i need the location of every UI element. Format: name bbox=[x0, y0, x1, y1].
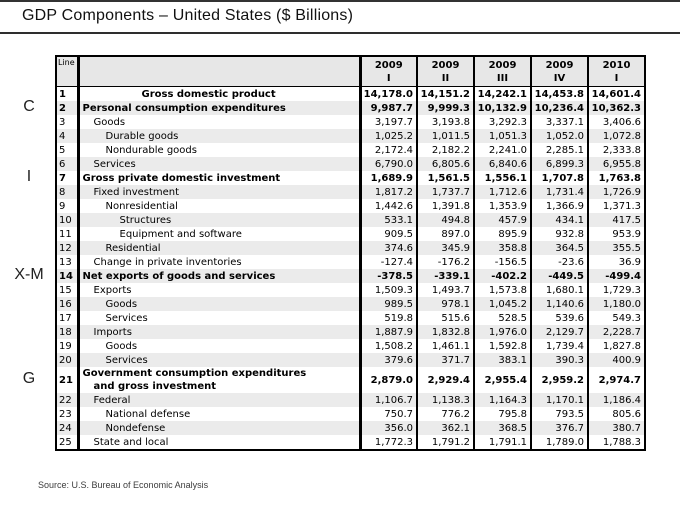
row-label-text: Goods bbox=[105, 340, 138, 352]
value-cell: 379.6 bbox=[384, 354, 413, 366]
line-number: 11 bbox=[56, 227, 78, 241]
value-cell: 3,292.3 bbox=[474, 115, 531, 129]
row-label-text: Structures bbox=[119, 214, 172, 226]
table-row bbox=[56, 213, 645, 227]
line-number: 25 bbox=[56, 435, 78, 450]
table-row bbox=[56, 101, 645, 115]
table-row bbox=[56, 129, 645, 143]
row-label-text: Fixed investment bbox=[93, 186, 180, 198]
row-label-text: Personal consumption expenditures bbox=[82, 102, 286, 114]
value-cell: 1,739.4 bbox=[531, 339, 588, 353]
value-cell: 1,817.2 bbox=[374, 186, 413, 198]
value-cell: -378.5 bbox=[377, 270, 413, 282]
value-cell: 1,556.1 bbox=[474, 171, 531, 185]
line-number: 17 bbox=[56, 311, 78, 325]
row-label-text: Services bbox=[93, 158, 136, 170]
margin-label-i: I bbox=[26, 168, 32, 185]
table-row bbox=[56, 87, 645, 102]
value-cell: 3,197.7 bbox=[374, 116, 413, 128]
value-cell: 1,106.7 bbox=[374, 394, 413, 406]
line-number: 2 bbox=[56, 101, 78, 115]
row-label bbox=[78, 325, 360, 339]
period-year: 2009 bbox=[431, 59, 460, 71]
table-row bbox=[56, 297, 645, 311]
row-label-text: Government consumption expenditures bbox=[82, 368, 307, 379]
label-column-header bbox=[78, 56, 360, 87]
value-cell: 1,689.9 bbox=[370, 172, 413, 184]
period-header bbox=[360, 56, 417, 87]
value-cell: 2,929.4 bbox=[417, 367, 474, 393]
row-label bbox=[78, 393, 360, 407]
value-cell: 6,899.3 bbox=[531, 157, 588, 171]
value-cell: 1,573.8 bbox=[474, 283, 531, 297]
value-cell: 1,072.8 bbox=[588, 129, 645, 143]
value-cell: 368.5 bbox=[474, 421, 531, 435]
period-quarter: II bbox=[441, 72, 450, 84]
table-row bbox=[56, 311, 645, 325]
value-cell: 1,561.5 bbox=[417, 171, 474, 185]
value-cell: 2,285.1 bbox=[531, 143, 588, 157]
value-cell: 9,999.3 bbox=[417, 101, 474, 115]
value-cell: 10,132.9 bbox=[474, 101, 531, 115]
value-cell: 1,025.2 bbox=[374, 130, 413, 142]
table-row bbox=[56, 241, 645, 255]
value-cell: 1,509.3 bbox=[374, 284, 413, 296]
value-cell: 9,987.7 bbox=[370, 102, 413, 114]
line-column-header: Line bbox=[56, 56, 78, 87]
value-cell: 2,333.8 bbox=[588, 143, 645, 157]
row-label bbox=[78, 101, 360, 115]
value-cell: 1,737.7 bbox=[417, 185, 474, 199]
row-label-text: State and local bbox=[93, 436, 169, 448]
line-number: 13 bbox=[56, 255, 78, 269]
source-note: Source: U.S. Bureau of Economic Analysis bbox=[38, 480, 209, 490]
value-cell: 1,680.1 bbox=[531, 283, 588, 297]
value-cell: 1,832.8 bbox=[417, 325, 474, 339]
value-cell: 3,337.1 bbox=[531, 115, 588, 129]
period-quarter: III bbox=[496, 72, 509, 84]
value-cell: 515.6 bbox=[417, 311, 474, 325]
value-cell: 932.8 bbox=[531, 227, 588, 241]
value-cell: 1,052.0 bbox=[531, 129, 588, 143]
line-number: 8 bbox=[56, 185, 78, 199]
value-cell: 1,508.2 bbox=[374, 340, 413, 352]
table-row bbox=[56, 255, 645, 269]
value-cell: 1,707.8 bbox=[531, 171, 588, 185]
top-border-line bbox=[0, 0, 680, 2]
table-row bbox=[56, 115, 645, 129]
row-label bbox=[78, 129, 360, 143]
row-label-text: Services bbox=[105, 312, 148, 324]
row-label bbox=[78, 157, 360, 171]
value-cell: -402.2 bbox=[474, 269, 531, 283]
row-label-text: Nondurable goods bbox=[105, 144, 197, 156]
row-label-text: Federal bbox=[93, 394, 131, 406]
row-label bbox=[78, 143, 360, 157]
period-quarter: IV bbox=[553, 72, 566, 84]
row-label-text: Goods bbox=[93, 116, 126, 128]
line-number: 16 bbox=[56, 297, 78, 311]
row-label bbox=[78, 353, 360, 367]
row-label bbox=[78, 421, 360, 435]
value-cell: 1,788.3 bbox=[588, 435, 645, 450]
table-row bbox=[56, 171, 645, 185]
period-year: 2009 bbox=[545, 59, 574, 71]
table-row bbox=[56, 199, 645, 213]
row-label bbox=[78, 199, 360, 213]
value-cell: 1,391.8 bbox=[417, 199, 474, 213]
row-label-text: Exports bbox=[93, 284, 132, 296]
row-label bbox=[78, 435, 360, 450]
title-rule bbox=[0, 32, 680, 34]
value-cell: 457.9 bbox=[474, 213, 531, 227]
value-cell: 376.7 bbox=[531, 421, 588, 435]
value-cell: 1,712.6 bbox=[474, 185, 531, 199]
value-cell: 2,182.2 bbox=[417, 143, 474, 157]
value-cell: 1,461.1 bbox=[417, 339, 474, 353]
value-cell: 795.8 bbox=[474, 407, 531, 421]
line-number: 6 bbox=[56, 157, 78, 171]
row-label bbox=[78, 227, 360, 241]
table-row bbox=[56, 269, 645, 283]
value-cell: 6,840.6 bbox=[474, 157, 531, 171]
table-row bbox=[56, 367, 645, 393]
period-year: 2009 bbox=[488, 59, 517, 71]
value-cell: 400.9 bbox=[588, 353, 645, 367]
row-label-text: Change in private inventories bbox=[93, 256, 242, 268]
row-label bbox=[78, 367, 360, 393]
row-label bbox=[78, 171, 360, 185]
value-cell: 14,178.0 bbox=[363, 88, 413, 100]
value-cell: -156.5 bbox=[474, 255, 531, 269]
value-cell: 2,172.4 bbox=[374, 144, 413, 156]
line-number: 7 bbox=[56, 171, 78, 185]
value-cell: 1,371.3 bbox=[588, 199, 645, 213]
value-cell: 494.8 bbox=[417, 213, 474, 227]
value-cell: 10,362.3 bbox=[588, 101, 645, 115]
row-label bbox=[78, 87, 360, 102]
value-cell: 1,353.9 bbox=[474, 199, 531, 213]
table-row bbox=[56, 407, 645, 421]
value-cell: 364.5 bbox=[531, 241, 588, 255]
row-label-text: Equipment and software bbox=[119, 228, 242, 240]
value-cell: 539.6 bbox=[531, 311, 588, 325]
period-header bbox=[417, 56, 474, 87]
value-cell: 14,453.8 bbox=[531, 87, 588, 102]
line-number: 10 bbox=[56, 213, 78, 227]
value-cell: 528.5 bbox=[474, 311, 531, 325]
value-cell: 793.5 bbox=[531, 407, 588, 421]
value-cell: 2,879.0 bbox=[370, 374, 413, 386]
period-header bbox=[588, 56, 645, 87]
value-cell: 434.1 bbox=[531, 213, 588, 227]
row-label-text: Gross private domestic investment bbox=[82, 172, 281, 184]
table-body bbox=[56, 87, 645, 451]
value-cell: 1,140.6 bbox=[531, 297, 588, 311]
value-cell: 3,406.6 bbox=[588, 115, 645, 129]
value-cell: 1,729.3 bbox=[588, 283, 645, 297]
row-label bbox=[78, 213, 360, 227]
value-cell: 549.3 bbox=[588, 311, 645, 325]
row-label-text: Services bbox=[105, 354, 148, 366]
page-title: GDP Components – United States ($ Billions) bbox=[22, 7, 354, 24]
line-number: 20 bbox=[56, 353, 78, 367]
line-number: 23 bbox=[56, 407, 78, 421]
line-number: 9 bbox=[56, 199, 78, 213]
row-label bbox=[78, 407, 360, 421]
value-cell: -339.1 bbox=[417, 269, 474, 283]
line-number: 19 bbox=[56, 339, 78, 353]
line-number: 1 bbox=[56, 87, 78, 102]
line-number: 14 bbox=[56, 269, 78, 283]
value-cell: 953.9 bbox=[588, 227, 645, 241]
row-label bbox=[78, 255, 360, 269]
row-label-text: Gross domestic product bbox=[141, 88, 276, 100]
value-cell: 750.7 bbox=[384, 408, 413, 420]
line-number: 3 bbox=[56, 115, 78, 129]
value-cell: 2,959.2 bbox=[531, 367, 588, 393]
table-row bbox=[56, 393, 645, 407]
row-label-text: Net exports of goods and services bbox=[82, 270, 276, 282]
value-cell: 6,955.8 bbox=[588, 157, 645, 171]
value-cell: -449.5 bbox=[531, 269, 588, 283]
value-cell: 1,180.0 bbox=[588, 297, 645, 311]
value-cell: 1,011.5 bbox=[417, 129, 474, 143]
value-cell: 1,789.0 bbox=[531, 435, 588, 450]
value-cell: 374.6 bbox=[384, 242, 413, 254]
row-label bbox=[78, 297, 360, 311]
row-label bbox=[78, 339, 360, 353]
row-label bbox=[78, 269, 360, 283]
table-header bbox=[56, 56, 645, 87]
value-cell: 1,763.8 bbox=[588, 171, 645, 185]
value-cell: 362.1 bbox=[417, 421, 474, 435]
table-row bbox=[56, 421, 645, 435]
header-row bbox=[56, 56, 645, 87]
value-cell: 6,790.0 bbox=[374, 158, 413, 170]
period-header bbox=[474, 56, 531, 87]
value-cell: -499.4 bbox=[588, 269, 645, 283]
value-cell: 2,241.0 bbox=[474, 143, 531, 157]
table-row bbox=[56, 157, 645, 171]
value-cell: 358.8 bbox=[474, 241, 531, 255]
value-cell: -176.2 bbox=[417, 255, 474, 269]
value-cell: 1,493.7 bbox=[417, 283, 474, 297]
row-label bbox=[78, 311, 360, 325]
value-cell: 345.9 bbox=[417, 241, 474, 255]
row-label-text: Goods bbox=[105, 298, 138, 310]
value-cell: 1,976.0 bbox=[474, 325, 531, 339]
table-row bbox=[56, 143, 645, 157]
value-cell: 14,151.2 bbox=[417, 87, 474, 102]
value-cell: 3,193.8 bbox=[417, 115, 474, 129]
period-year: 2010 bbox=[602, 59, 631, 71]
value-cell: 1,726.9 bbox=[588, 185, 645, 199]
row-label bbox=[78, 185, 360, 199]
value-cell: 14,242.1 bbox=[474, 87, 531, 102]
margin-label-c: C bbox=[23, 98, 35, 115]
table-row bbox=[56, 339, 645, 353]
table-row bbox=[56, 353, 645, 367]
row-label-text: National defense bbox=[105, 408, 191, 420]
value-cell: 1,791.1 bbox=[474, 435, 531, 450]
value-cell: 390.3 bbox=[531, 353, 588, 367]
row-label-text: Imports bbox=[93, 326, 132, 338]
value-cell: 10,236.4 bbox=[531, 101, 588, 115]
line-number: 24 bbox=[56, 421, 78, 435]
margin-label-g: G bbox=[22, 370, 36, 387]
line-number: 21 bbox=[56, 367, 78, 393]
value-cell: 417.5 bbox=[588, 213, 645, 227]
value-cell: 1,791.2 bbox=[417, 435, 474, 450]
row-label-text: Residential bbox=[105, 242, 161, 254]
period-quarter: I bbox=[614, 72, 619, 84]
value-cell: 1,592.8 bbox=[474, 339, 531, 353]
value-cell: 6,805.6 bbox=[417, 157, 474, 171]
value-cell: 776.2 bbox=[417, 407, 474, 421]
table-row bbox=[56, 325, 645, 339]
table-row bbox=[56, 283, 645, 297]
value-cell: 380.7 bbox=[588, 421, 645, 435]
line-number: 4 bbox=[56, 129, 78, 143]
value-cell: 909.5 bbox=[384, 228, 413, 240]
value-cell: 1,442.6 bbox=[374, 200, 413, 212]
value-cell: 805.6 bbox=[588, 407, 645, 421]
value-cell: 978.1 bbox=[417, 297, 474, 311]
value-cell: 1,170.1 bbox=[531, 393, 588, 407]
value-cell: 989.5 bbox=[384, 298, 413, 310]
value-cell: 356.0 bbox=[384, 422, 413, 434]
value-cell: 1,138.3 bbox=[417, 393, 474, 407]
value-cell: 897.0 bbox=[417, 227, 474, 241]
value-cell: 14,601.4 bbox=[588, 87, 645, 102]
value-cell: 1,186.4 bbox=[588, 393, 645, 407]
line-number: 18 bbox=[56, 325, 78, 339]
value-cell: 1,051.3 bbox=[474, 129, 531, 143]
value-cell: 1,772.3 bbox=[374, 436, 413, 448]
value-cell: 1,045.2 bbox=[474, 297, 531, 311]
value-cell: -23.6 bbox=[531, 255, 588, 269]
value-cell: 1,887.9 bbox=[374, 326, 413, 338]
value-cell: 2,129.7 bbox=[531, 325, 588, 339]
value-cell: 355.5 bbox=[588, 241, 645, 255]
value-cell: 1,366.9 bbox=[531, 199, 588, 213]
period-header bbox=[531, 56, 588, 87]
value-cell: 383.1 bbox=[474, 353, 531, 367]
value-cell: 519.8 bbox=[384, 312, 413, 324]
value-cell: 36.9 bbox=[588, 255, 645, 269]
value-cell: -127.4 bbox=[380, 256, 413, 268]
gdp-table bbox=[55, 55, 646, 451]
value-cell: 2,974.7 bbox=[588, 367, 645, 393]
row-label-text: Nondefense bbox=[105, 422, 166, 434]
value-cell: 2,228.7 bbox=[588, 325, 645, 339]
value-cell: 533.1 bbox=[384, 214, 413, 226]
row-label-text: Nonresidential bbox=[105, 200, 178, 212]
value-cell: 1,164.3 bbox=[474, 393, 531, 407]
value-cell: 2,955.4 bbox=[474, 367, 531, 393]
row-label-text: Durable goods bbox=[105, 130, 179, 142]
table-row bbox=[56, 185, 645, 199]
line-number: 22 bbox=[56, 393, 78, 407]
row-label bbox=[78, 115, 360, 129]
value-cell: 1,827.8 bbox=[588, 339, 645, 353]
row-label bbox=[78, 283, 360, 297]
value-cell: 1,731.4 bbox=[531, 185, 588, 199]
value-cell: 895.9 bbox=[474, 227, 531, 241]
line-number: 5 bbox=[56, 143, 78, 157]
row-label-text-line2: and gross investment bbox=[93, 381, 217, 392]
period-quarter: I bbox=[386, 72, 391, 84]
period-year: 2009 bbox=[374, 59, 403, 71]
line-number: 12 bbox=[56, 241, 78, 255]
line-number: 15 bbox=[56, 283, 78, 297]
table-row bbox=[56, 435, 645, 450]
table-row bbox=[56, 227, 645, 241]
value-cell: 371.7 bbox=[417, 353, 474, 367]
margin-label-x-m: X-M bbox=[14, 266, 44, 283]
row-label bbox=[78, 241, 360, 255]
